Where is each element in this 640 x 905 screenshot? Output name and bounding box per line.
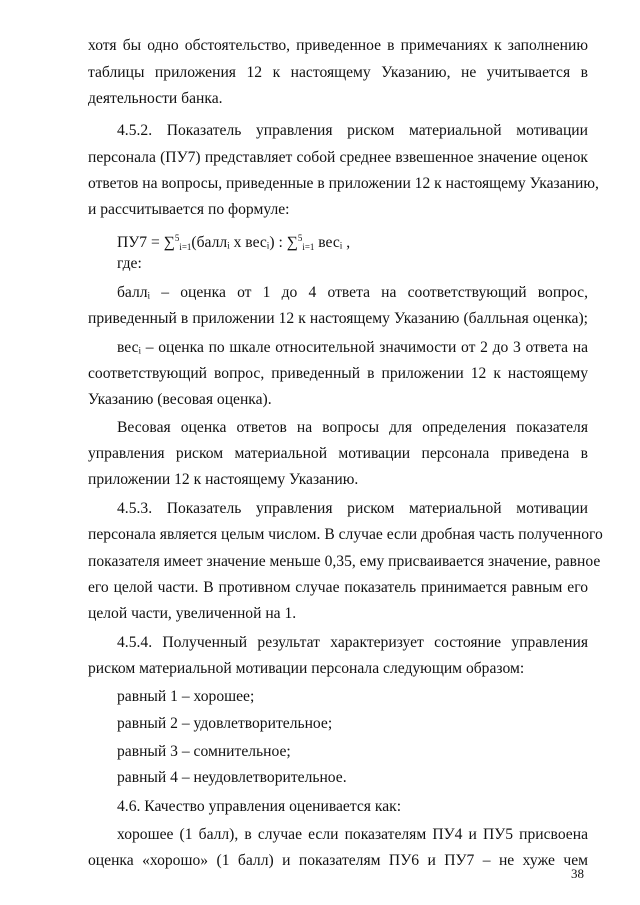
paragraph-line: приложении 12 к настоящему Указанию.	[88, 471, 359, 488]
paragraph-line: весᵢ – оценка по шкале относительной значимости от 2 до 3 ответа на	[117, 339, 588, 356]
paragraph-line: Весовая оценка ответов на вопросы для определения показателя	[117, 419, 588, 436]
paragraph-line: 4.5.3. Показатель управления риском материальной мотивации	[117, 500, 588, 517]
formula	[117, 228, 350, 257]
page-number: 38	[571, 866, 584, 881]
paragraph-line: Указанию (весовая оценка).	[88, 391, 272, 408]
sum-upper-limit: 5	[297, 233, 303, 243]
paragraph-line: и рассчитывается по формуле:	[88, 201, 290, 218]
paragraph-line: где:	[117, 255, 142, 272]
formula-lhs: ПУ7 =	[117, 234, 164, 251]
paragraph-line: хорошее (1 балл), в случае если показателям ПУ4 и ПУ5 присвоена	[117, 826, 588, 843]
formula-term: весᵢ ,	[314, 234, 351, 251]
paragraph-line: приведенный в приложении 12 к настоящему Указанию (балльная оценка);	[88, 310, 588, 327]
sum-upper-limit: 5	[174, 233, 180, 243]
paragraph-line: показателя имеет значение меньше 0,35, ему присваивается значение, равное	[88, 553, 601, 570]
paragraph-line: целой части, увеличенной на 1.	[88, 605, 297, 622]
paragraph-line: 4.5.4. Полученный результат характеризует состояние управления	[117, 634, 588, 651]
paragraph-line: управления риском материальной мотивации персонала приведена в	[88, 445, 588, 462]
paragraph-line: риском материальной мотивации персонала следующим образом:	[88, 660, 525, 677]
paragraph-line: персонала является целым числом. В случае если дробная часть полученного	[88, 526, 603, 543]
sum-sign: ∑	[163, 234, 175, 251]
paragraph-line: хотя бы одно обстоятельство, приведенное в примечаниях к заполнению	[88, 37, 588, 54]
formula-term: (баллᵢ х весᵢ) :	[191, 234, 287, 251]
list-item: равный 3 – сомнительное;	[117, 743, 291, 760]
paragraph-line: деятельности банка.	[88, 90, 223, 107]
paragraph-line: персонала (ПУ7) представляет собой среднее взвешенное значение оценок	[88, 149, 588, 166]
sum-lower-limit: i=1	[302, 242, 315, 252]
paragraph-line: его целой части. В противном случае показатель принимается равным его	[88, 579, 588, 596]
paragraph-line: соответствующий вопрос, приведенный в приложении 12 к настоящему	[88, 365, 588, 382]
paragraph-line: 4.5.2. Показатель управления риском материальной мотивации	[117, 122, 588, 139]
paragraph-line: баллᵢ – оценка от 1 до 4 ответа на соответствующий вопрос,	[117, 284, 588, 301]
sum-lower-limit: i=1	[179, 242, 192, 252]
paragraph-line: таблицы приложения 12 к настоящему Указанию, не учитывается в	[88, 64, 588, 81]
paragraph-line: 4.6. Качество управления оценивается как:	[117, 798, 402, 815]
list-item: равный 1 – хорошее;	[117, 688, 255, 705]
list-item: равный 2 – удовлетворительное;	[117, 715, 333, 732]
list-item: равный 4 – неудовлетворительное.	[117, 769, 347, 786]
sum-sign: ∑	[286, 234, 298, 251]
paragraph-line: ответов на вопросы, приведенные в приложении 12 к настоящему Указанию,	[88, 175, 599, 192]
paragraph-line: оценка «хорошо» (1 балл) и показателям ПУ6 и ПУ7 – не хуже чем	[88, 852, 588, 869]
